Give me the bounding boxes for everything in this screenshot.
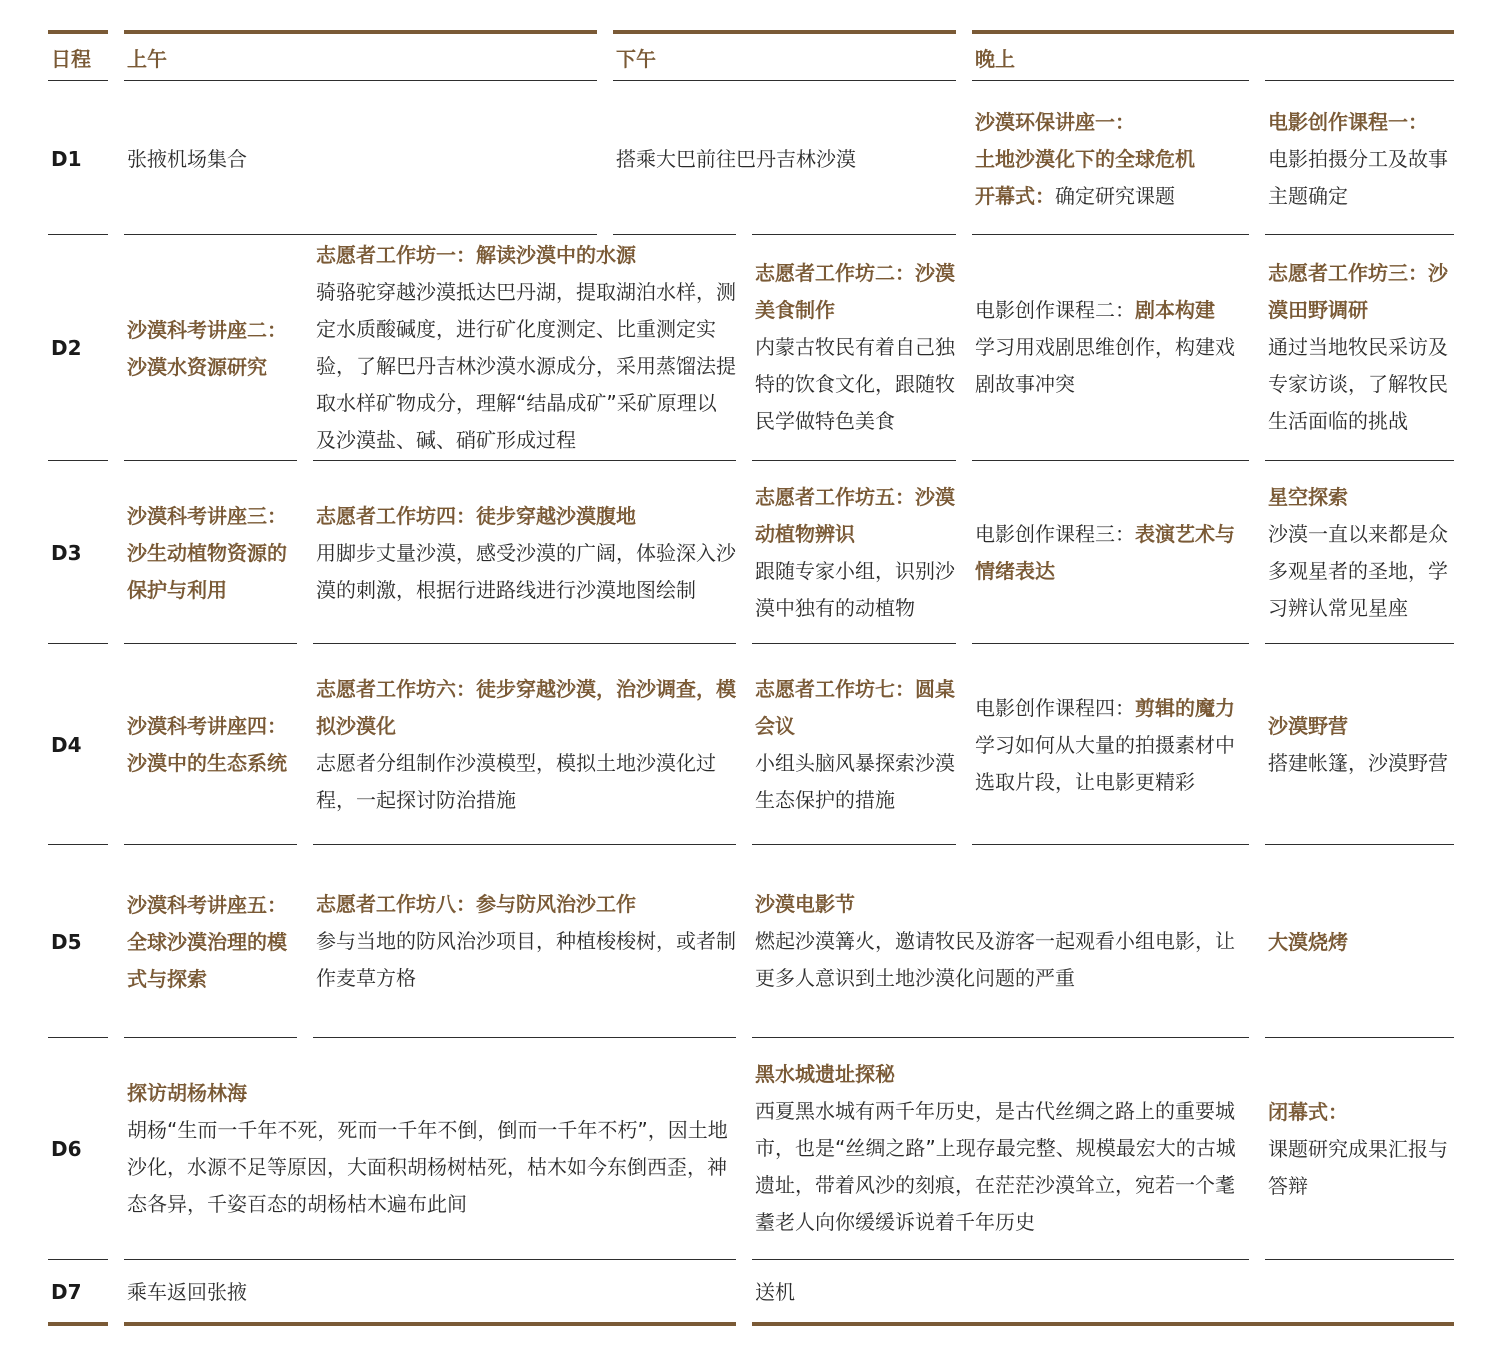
header-evening: 晚上 (975, 47, 1015, 71)
day-label: D1 (51, 146, 82, 171)
row-rule (124, 234, 597, 235)
d2-evening-film (975, 292, 1251, 403)
d4-evening-camp (1268, 708, 1454, 782)
top-rule-evening (972, 30, 1454, 34)
d1-opening (975, 178, 1251, 215)
d5-bbq-title: 大漠烧烤 (1268, 929, 1348, 954)
row-rule (972, 234, 1249, 235)
d3-film-prefix: 电影创作课程三： (975, 522, 1135, 546)
d6-evening-closing (1268, 1094, 1454, 1205)
d5-lecture (127, 847, 297, 1037)
d1-evening-film (1268, 104, 1454, 215)
d4-workshop-title: 志愿者工作坊六：徒步穿越沙漠，治沙调查，模拟沙漠化 (316, 677, 736, 738)
row-rule (1265, 1259, 1454, 1260)
d6-closing-title: 闭幕式： (1268, 1100, 1348, 1124)
d4-lecture-title: 沙漠科考讲座四：沙漠中的生态系统 (127, 714, 287, 775)
d1-opening-text: 确定研究课题 (1055, 184, 1175, 208)
d1-evening-lecture-title: 沙漠环保讲座一： (975, 110, 1135, 134)
d7-morning: 乘车返回张掖 (127, 1279, 247, 1304)
d4-lecture (127, 646, 297, 844)
d1-film-text: 电影拍摄分工及故事主题确定 (1268, 147, 1448, 208)
day-label: D3 (51, 540, 82, 565)
d5-lecture-title: 沙漠科考讲座五：全球沙漠治理的模式与探索 (127, 892, 287, 991)
d6-morning (127, 1075, 737, 1223)
d1-evening-lecture-subtitle: 土地沙漠化下的全球危机 (975, 147, 1195, 171)
header-rule (1265, 80, 1454, 81)
d3-stars-text: 沙漠一直以来都是众多观星者的圣地，学习辨认常见星座 (1268, 522, 1448, 620)
d3-evening-film (975, 516, 1251, 590)
d2-afternoon (755, 255, 955, 440)
d2-evening-workshop-text: 通过当地牧民采访及专家访谈，了解牧民生活面临的挑战 (1268, 335, 1448, 433)
d2-film-title: 剧本构建 (1135, 298, 1215, 322)
d3-workshop (316, 463, 736, 643)
d3-lecture (127, 463, 297, 643)
d3-stars-title: 星空探索 (1268, 485, 1348, 509)
row-rule (1265, 844, 1454, 845)
row-rule (313, 844, 736, 845)
row-rule (124, 460, 297, 461)
row-rule (752, 844, 956, 845)
row-rule (313, 460, 736, 461)
header-rule (124, 80, 597, 81)
row-rule (48, 643, 108, 644)
row-rule (48, 1037, 108, 1038)
d2-workshop (316, 237, 736, 459)
d4-afternoon (755, 671, 955, 819)
d3-afternoon (755, 479, 955, 627)
d5-film-festival (755, 886, 1250, 997)
day-label: D7 (51, 1279, 82, 1304)
d2-film-heading (975, 292, 1251, 329)
d2-afternoon-text: 内蒙古牧民有着自己独特的饮食文化，跟随牧民学做特色美食 (755, 335, 955, 433)
day-label: D2 (51, 336, 82, 360)
row-rule (48, 234, 108, 235)
row-rule (48, 460, 108, 461)
header-day: 日程 (51, 47, 91, 71)
header-afternoon: 下午 (616, 47, 656, 71)
d2-workshop-text: 骑骆驼穿越沙漠抵达巴丹湖，提取湖泊水样，测定水质酸碱度，进行矿化度测定、比重测定实验，了解巴丹吉林沙漠水源成分，采用蒸馏法提取水样矿物成分，理解“结晶成矿”采矿原理以及沙漠盐、碱、硝矿形成过程 (316, 280, 736, 452)
row-rule (48, 1259, 108, 1260)
d4-film-heading (975, 690, 1251, 727)
row-rule (752, 234, 956, 235)
d4-film-title: 剪辑的魔力 (1135, 696, 1235, 720)
d1-film-title: 电影创作课程一： (1268, 110, 1428, 134)
d4-workshop-text: 志愿者分组制作沙漠模型，模拟土地沙漠化过程，一起探讨防治措施 (316, 751, 716, 812)
row-rule (1265, 1037, 1454, 1038)
d2-lecture-title: 沙漠科考讲座二：沙漠水资源研究 (127, 317, 287, 379)
row-rule (48, 844, 108, 845)
header-rule (972, 80, 1249, 81)
row-rule (752, 643, 956, 644)
row-rule (752, 1259, 1249, 1260)
row-rule (752, 1037, 1249, 1038)
d4-film-prefix: 电影创作课程四： (975, 696, 1135, 720)
row-rule (972, 844, 1249, 845)
d6-morning-title: 探访胡杨林海 (127, 1081, 247, 1105)
d6-afternoon (755, 1056, 1251, 1241)
d3-film-title: 表演艺术与情绪表达 (975, 522, 1235, 583)
d2-workshop-title: 志愿者工作坊一：解读沙漠中的水源 (316, 243, 636, 267)
bottom-rule (124, 1322, 736, 1326)
top-rule-day (48, 30, 108, 34)
d4-evening-film (975, 690, 1251, 801)
row-rule (613, 234, 736, 235)
d6-closing-text: 课题研究成果汇报与答辩 (1268, 1137, 1448, 1198)
row-rule (972, 643, 1249, 644)
row-rule (124, 1259, 736, 1260)
d6-afternoon-title: 黑水城遗址探秘 (755, 1062, 895, 1086)
d4-camp-title: 沙漠野营 (1268, 714, 1348, 738)
header-morning: 上午 (127, 47, 167, 71)
d5-festival-text: 燃起沙漠篝火，邀请牧民及游客一起观看小组电影，让更多人意识到土地沙漠化问题的严重 (755, 929, 1235, 990)
header-rule (613, 80, 956, 81)
d5-evening-bbq (1268, 847, 1454, 1037)
d5-workshop-text: 参与当地的防风治沙项目，种植梭梭树，或者制作麦草方格 (316, 929, 736, 990)
day-label: D4 (51, 732, 82, 757)
d6-morning-text: 胡杨“生而一千年不死，死而一千年不倒，倒而一千年不朽”，因土地沙化，水源不足等原因，大面积胡杨树枯死，枯木如今东倒西歪，神态各异，千姿百态的胡杨枯木遍布此间 (127, 1118, 728, 1216)
bottom-rule (752, 1322, 1454, 1326)
d2-film-prefix: 电影创作课程二： (975, 298, 1135, 322)
d4-workshop (316, 671, 736, 819)
d6-afternoon-text: 西夏黑水城有两千年历史，是古代丝绸之路上的重要城市，也是“丝绸之路”上现存最完整、规模最宏大的古城遗址，带着风沙的刻痕，在茫茫沙漠耸立，宛若一个耄耋老人向你缓缓诉说着千年历史 (755, 1099, 1236, 1234)
d7-afternoon: 送机 (755, 1279, 795, 1304)
d1-morning: 张掖机场集合 (127, 146, 247, 171)
row-rule (124, 643, 297, 644)
d3-workshop-text: 用脚步丈量沙漠，感受沙漠的广阔，体验深入沙漠的刺激，根据行进路线进行沙漠地图绘制 (316, 540, 736, 602)
d4-afternoon-title: 志愿者工作坊七：圆桌会议 (755, 677, 955, 738)
d1-opening-label: 开幕式： (975, 184, 1055, 208)
top-rule-morning (124, 30, 597, 34)
day-label: D6 (51, 1137, 82, 1161)
d3-evening-stars (1268, 479, 1454, 627)
d5-festival-title: 沙漠电影节 (755, 892, 855, 916)
row-rule (1265, 643, 1454, 644)
d3-afternoon-title: 志愿者工作坊五：沙漠动植物辨识 (755, 485, 955, 546)
d4-afternoon-text: 小组头脑风暴探索沙漠生态保护的措施 (755, 751, 955, 812)
d2-lecture (127, 237, 297, 460)
row-rule (313, 1037, 736, 1038)
d2-evening-workshop-title: 志愿者工作坊三：沙漠田野调研 (1268, 261, 1448, 322)
d4-film-text: 学习如何从大量的拍摄素材中选取片段，让电影更精彩 (975, 733, 1235, 794)
row-rule (124, 844, 297, 845)
d2-film-text: 学习用戏剧思维创作，构建戏剧故事冲突 (975, 335, 1235, 396)
top-rule-afternoon (613, 30, 956, 34)
d5-workshop-title: 志愿者工作坊八：参与防风治沙工作 (316, 892, 636, 916)
header-rule (48, 80, 108, 81)
d5-workshop (316, 886, 736, 997)
row-rule (1265, 460, 1454, 461)
bottom-rule (48, 1322, 108, 1326)
day-label: D5 (51, 929, 82, 954)
row-rule (752, 460, 956, 461)
d1-evening-lecture (975, 104, 1251, 215)
d2-afternoon-title: 志愿者工作坊二：沙漠美食制作 (755, 261, 955, 322)
d2-evening-workshop (1268, 255, 1454, 440)
d3-lecture-title: 沙漠科考讲座三：沙生动植物资源的保护与利用 (127, 503, 287, 602)
d3-afternoon-text: 跟随专家小组，识别沙漠中独有的动植物 (755, 559, 955, 620)
d4-camp-text: 搭建帐篷，沙漠野营 (1268, 751, 1448, 775)
row-rule (972, 460, 1249, 461)
d3-workshop-title: 志愿者工作坊四：徒步穿越沙漠腹地 (316, 503, 636, 528)
row-rule (1265, 234, 1454, 235)
row-rule (124, 1037, 297, 1038)
d1-afternoon: 搭乘大巴前往巴丹吉林沙漠 (616, 146, 856, 171)
row-rule (313, 643, 736, 644)
